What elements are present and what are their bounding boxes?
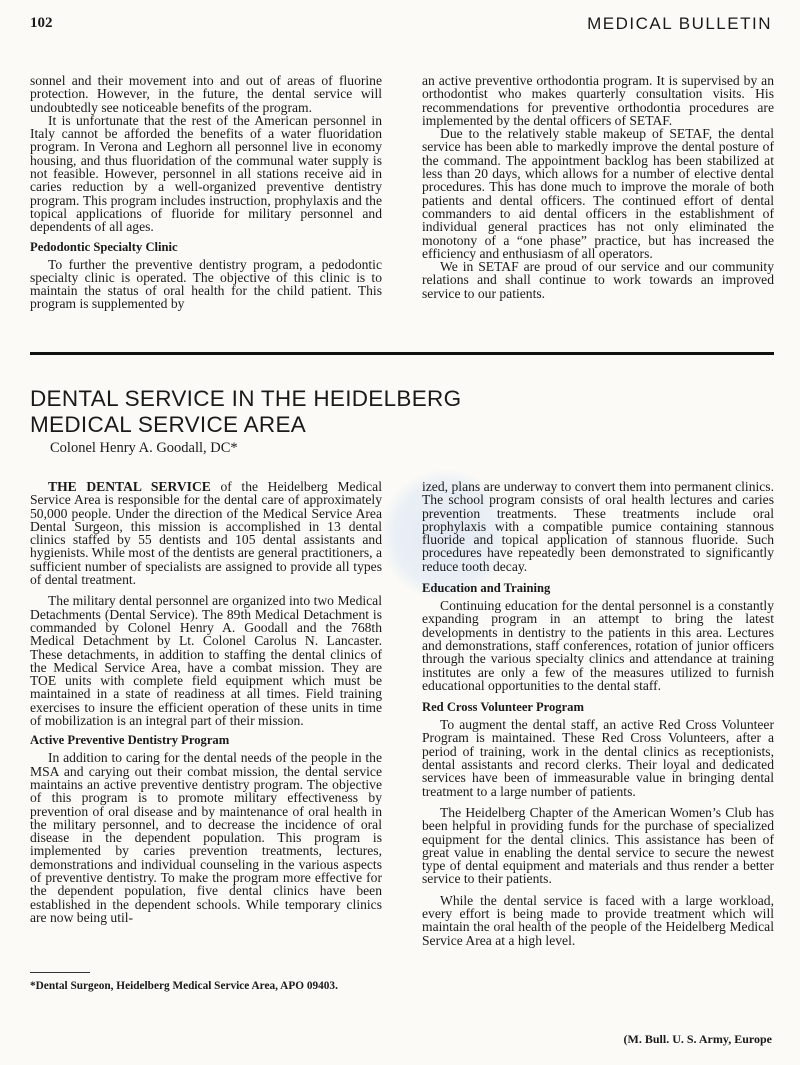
article-right-column (422, 480, 774, 947)
paragraph: While the dental service is faced with a large workload, every effort is being made to provide treatment which will maintain the oral health of the people of the Heidelberg Medical Service Area at a high level. (422, 892, 774, 948)
paragraph: ized, plans are underway to convert them into permanent clinics. The school program consists of oral health lectures and caries prevention treatments. These treatments include oral prophylaxis with a compatible pumice containing stannous fluoride and topical application of stannous fluoride. Such procedures have repeatedly been demonstrated to significantly reduce tooth decay. (422, 479, 774, 574)
byline: Colonel Henry A. Goodall, DC* (50, 440, 238, 456)
prev-article-right-column (422, 74, 774, 300)
paragraph: In addition to caring for the dental needs of the people in the MSA and carying out their combat mission, the dental service maintains an active preventive dentistry program. The objective of this program is to promote military effectiveness by prevention of oral disease and by maintenance of oral health in the military personnel, and to decrease the incidence of oral disease in the dependent population. This program is implemented by caries prevention treatments, lectures, demonstrations and individual counseling in the various aspects of preventive dentistry. To make the program more effective for the dependent population, five dental clinics have been established in the dependent schools. While temporary clinics are now being util- (30, 750, 382, 925)
article-title (30, 386, 630, 438)
lead-text: of the Heidelberg Medical Service Area is responsible for the dental care of approximately 50,000 people. Under the direction of the Medical Service Area Dental Surgeon, this mission is accomplished in 13 dental clinics staffed by 55 dentists and 105 dental assistants and hygienists. While most of the dentists are general practitioners, a sufficient number of specialists are assigned to provide all types of dental treatment. (30, 479, 382, 588)
footnote: *Dental Surgeon, Heidelberg Medical Service Area, APO 09403. (30, 980, 338, 992)
paragraph: We in SETAF are proud of our service and our community relations and shall continue to work towards an improved service to our patients. (422, 259, 774, 301)
paragraph: an active preventive orthodontia program. It is supervised by an orthodontist who makes quarterly consultation visits. His recommendations for preventive orthodontia procedures are implemented by the dental officers of SETAF. (422, 73, 774, 128)
footnote-rule (30, 972, 90, 973)
paragraph: It is unfortunate that the rest of the American personnel in Italy cannot be afforded the benefits of a water fluoridation program. In Verona and Leghorn all personnel live in economy housing, and thus fluoridation of the communal water supply is not feasible. However, personnel in all stations receive aid in caries reduction by a well-organized preventive dentistry program. This program includes instruction, prophylaxis and the topical applications of fluoride for military personnel and dependents of all ages. (30, 112, 382, 235)
article-left-column (30, 480, 382, 924)
page-number: 102 (30, 15, 53, 31)
section-heading: Pedodontic Specialty Clinic (30, 239, 178, 254)
paragraph: Continuing education for the dental personnel is a constantly expanding program in an attempt to bring the latest developments in dentistry to the patients in this area. Lectures and demonstrations, staff conferences, rotation of junior officers through the various specialty clinics and attendance at training institutes are only a few of the measures utilized to furnish educational opportunities to the dental staff. (422, 598, 774, 693)
section-divider (30, 352, 774, 355)
paragraph: The military dental personnel are organized into two Medical Detachments (Dental Service). The 89th Medical Detachment is commanded by Colonel Henry A. Goodall and the 768th Medical Detachment by Lt. Colonel Carolus N. Lancaster. These detachments, in addition to staffing the dental clinics of the Medical Service Area, have a combat mission. They are TOE units with complete field equipment which must be maintained in a state of readiness at all times. Field training exercises to insure the efficient operation of these units in time of mobilization is an integral part of their mission. (30, 593, 382, 729)
lead-paragraph (30, 480, 382, 586)
section-heading: Red Cross Volunteer Program (422, 700, 584, 715)
paragraph: Due to the relatively stable makeup of SETAF, the dental service has been able to markedly improve the dental posture of the command. The appointment backlog has been stabilized at less than 20 days, which allows for a number of elective dental procedures. This has done much to improve the morale of both patients and dental officers. The continued effort of dental commanders to aid dental officers in the establishment of individual general practices has not only eliminated the monotony of a “one phase” practice, but has increased the efficiency and enthusiasm of all operators. (422, 126, 774, 261)
running-head: MEDICAL BULLETIN (587, 14, 772, 33)
lead-caps: THE DENTAL SERVICE (48, 479, 211, 494)
section-heading: Education and Training (422, 581, 551, 596)
paragraph: To further the preventive dentistry program, a pedodontic specialty clinic is operated. The objective of this clinic is to maintain the status of oral health for the child patient. This program is supplemented by (30, 256, 382, 312)
prev-article-left-column (30, 74, 382, 311)
source-credit: (M. Bull. U. S. Army, Europe (623, 1032, 772, 1046)
paragraph: To augment the dental staff, an active Red Cross Volunteer Program is maintained. These Red Cross Volunteers, after a period of training, work in the dental clinics as receptionists, dental assistants and record clerks. Their loyal and dedicated services have been of immeasurable value in bringing dental treatment to a large number of patients. (422, 717, 774, 799)
section-heading: Active Preventive Dentistry Program (30, 733, 230, 748)
paragraph: The Heidelberg Chapter of the American Women’s Club has been helpful in providing funds for the purchase of specialized equipment for the dental clinics. This assistance has been of great value in enabling the dental service to secure the newest type of dental equipment and materials and thus render a better service to their patients. (422, 804, 774, 887)
article-title-line2: MEDICAL SERVICE AREA (30, 412, 307, 437)
paragraph: sonnel and their movement into and out of areas of fluorine protection. However, in the future, the dental service will undoubtedly see noticeable benefits of the program. (30, 73, 382, 115)
article-title-line1: DENTAL SERVICE IN THE HEIDELBERG (30, 386, 462, 411)
